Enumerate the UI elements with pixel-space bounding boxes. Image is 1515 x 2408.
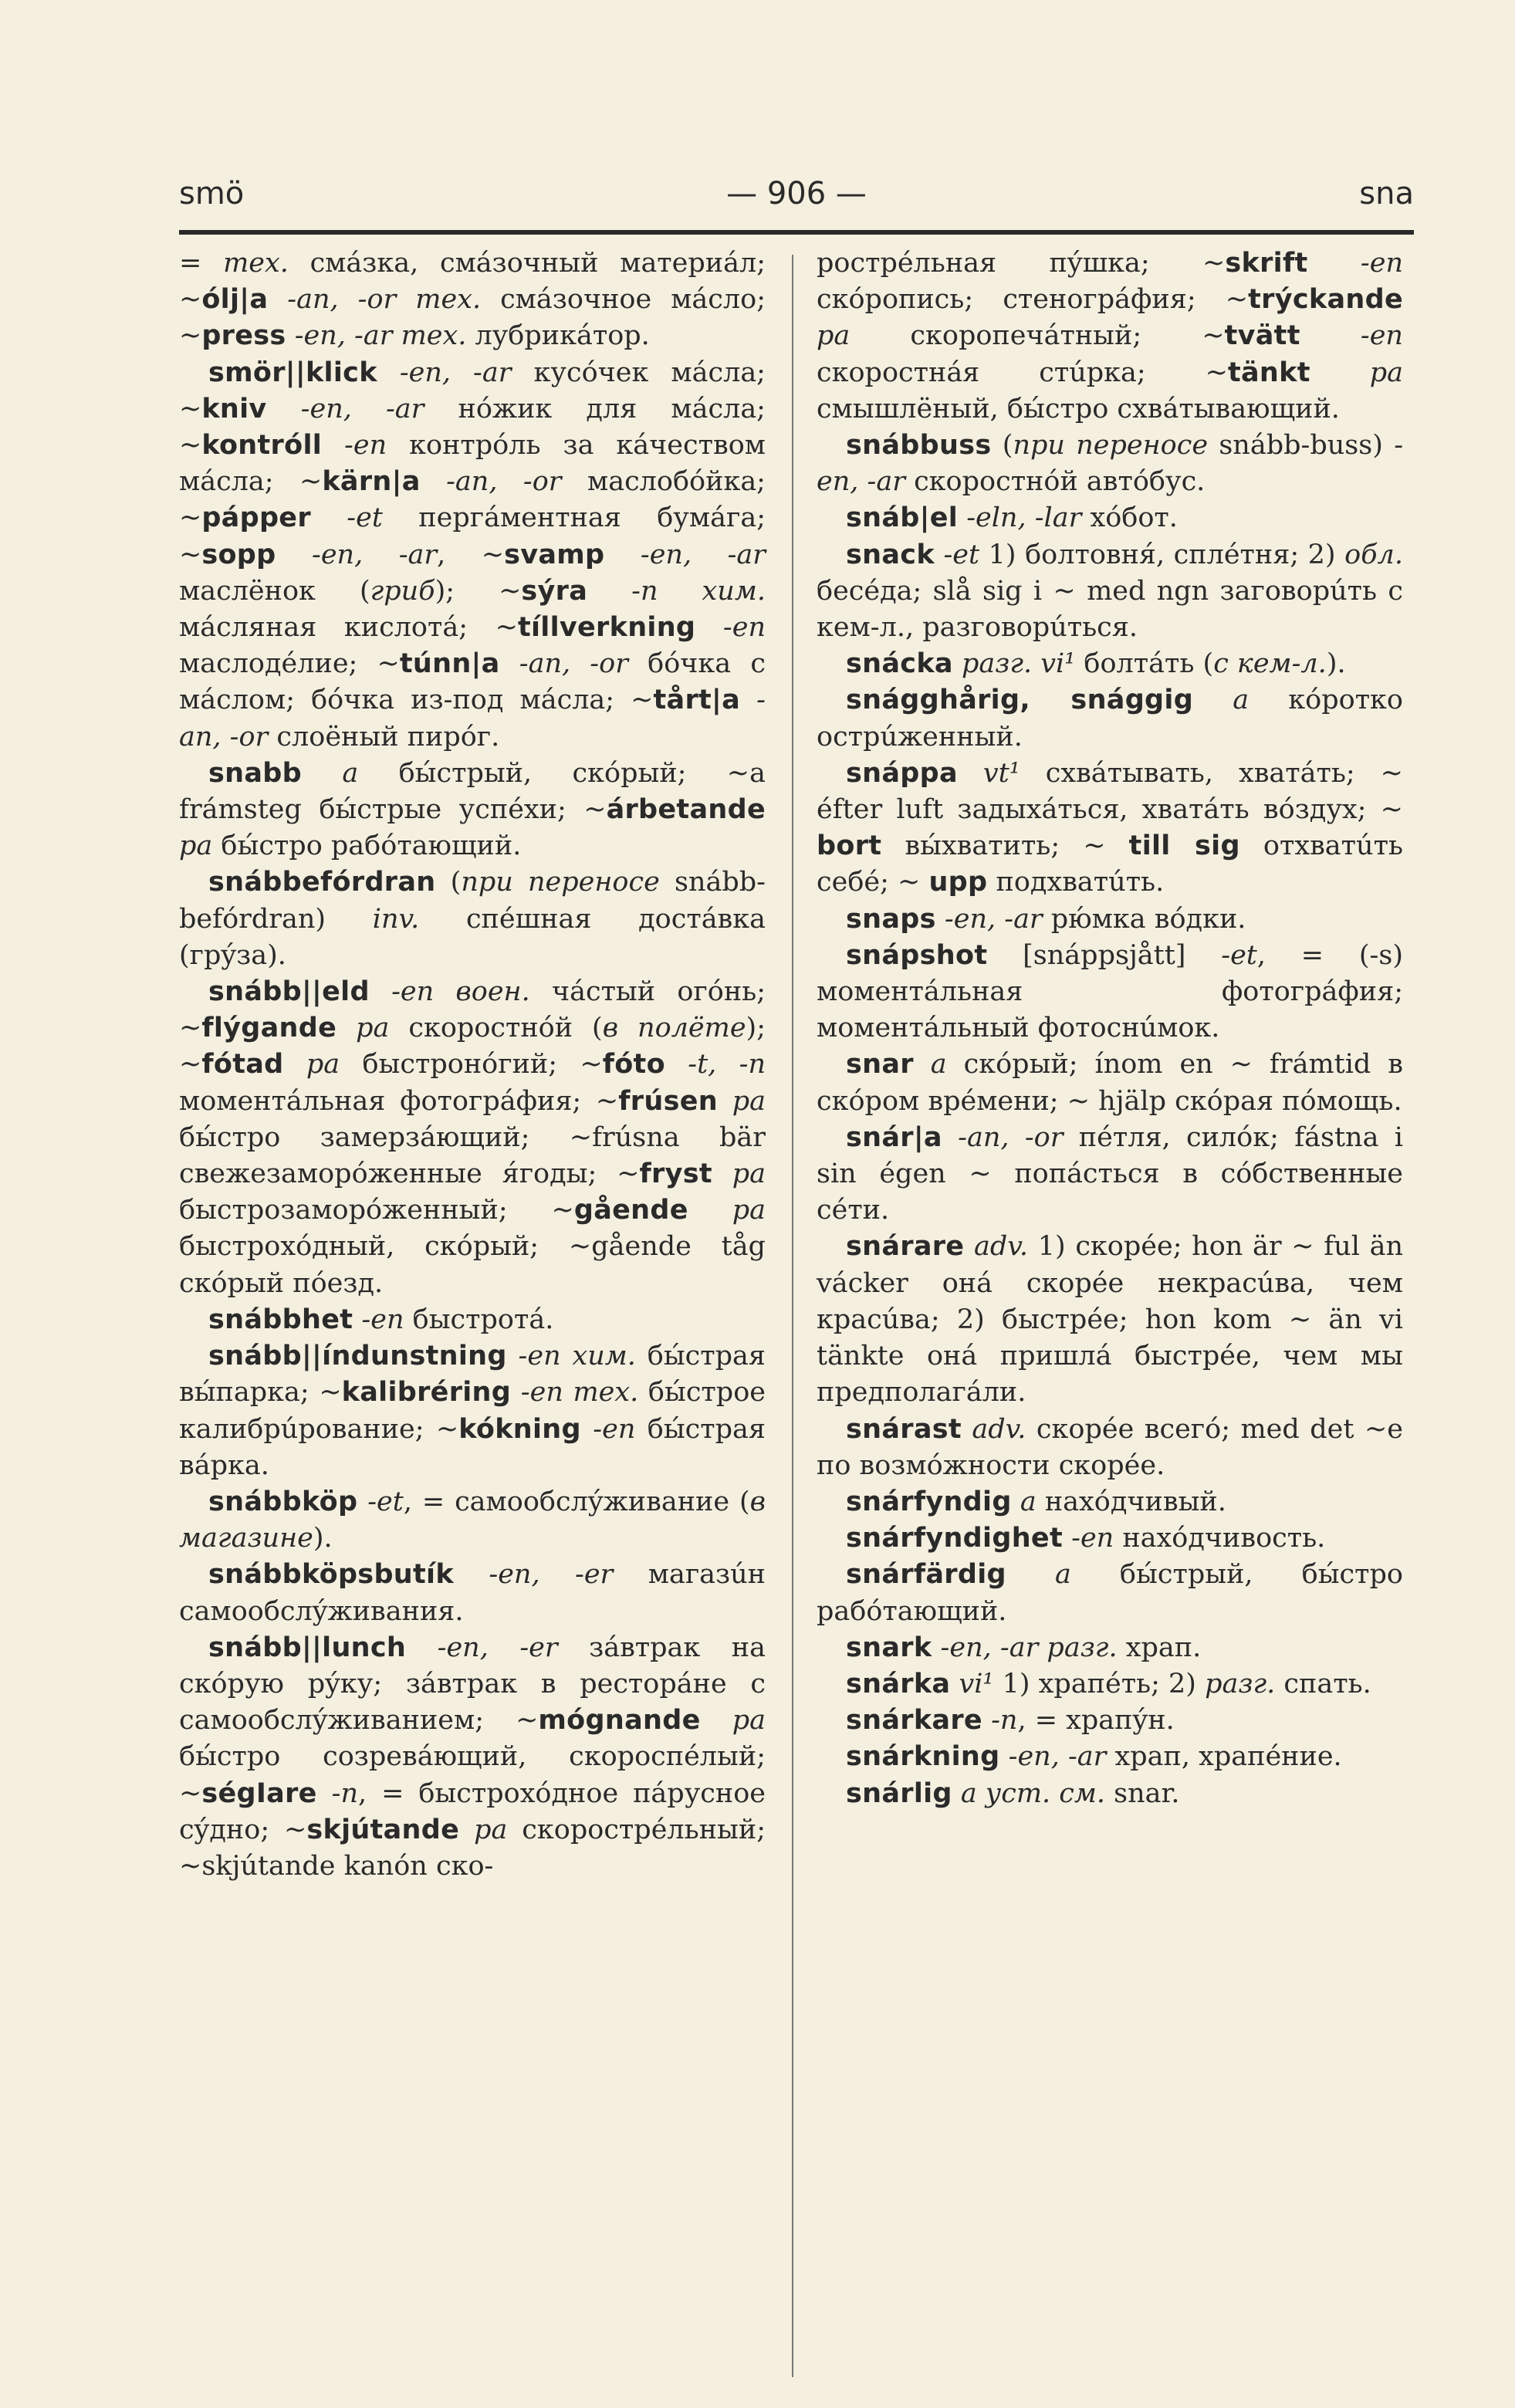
grammar-label: -en, -ar (640, 539, 766, 570)
headword: snárlig (846, 1777, 952, 1809)
entry-text (964, 1231, 974, 1262)
entry-text (701, 1705, 732, 1736)
grammar-label: -en (361, 1304, 404, 1335)
headword: snápshot (846, 939, 988, 971)
dictionary-entry (817, 500, 1403, 536)
entry-text: храп, храпéние. (1106, 1741, 1342, 1773)
grammar-label: -an, -or (519, 648, 628, 680)
headword: snack (846, 539, 935, 570)
headword: skjútande (306, 1814, 460, 1845)
entry-text (370, 976, 391, 1007)
grammar-label: в магазине (179, 1486, 766, 1554)
dictionary-entry (817, 1229, 1403, 1411)
entry-text (1300, 320, 1361, 351)
entry-text: рю́мка вóдки. (1042, 903, 1246, 935)
dictionary-entry (817, 646, 1403, 682)
entry-text: , = самообслýживание ( (403, 1486, 750, 1517)
headword: mógnande (538, 1705, 701, 1737)
entry-text: хóбот. (1081, 502, 1178, 534)
grammar-label: -en (593, 1413, 636, 1445)
headword: snábbhet (208, 1304, 353, 1335)
grammar-label: -en, -ar тех. (294, 320, 467, 352)
entry-text (322, 430, 344, 461)
entry-text (1000, 1741, 1009, 1772)
entry-text: зáвтрак на скóрую рýку; зáвтрак в ресторáне с самообслýживанием; ~ (179, 1632, 766, 1737)
headword: skrift (1225, 248, 1308, 279)
entry-text: скоростнóй автóбус. (905, 466, 1206, 498)
entry-text: [snáppsjått] (987, 939, 1222, 971)
grammar-label: гриб (370, 575, 435, 607)
entry-text: спéшная достáвка (грýза). (179, 903, 766, 971)
entry-text (1308, 248, 1361, 279)
entry-text: отхватúть себé; ~ (817, 830, 1403, 898)
entry-text: быстротá. (404, 1304, 554, 1335)
headword: snárfyndig (846, 1486, 1012, 1517)
headword: snárfyndighet (846, 1523, 1063, 1554)
headword: kärn|a (322, 466, 421, 498)
entry-text (587, 576, 631, 607)
entry-text (286, 320, 295, 351)
headword: snáppa (846, 757, 958, 789)
headword: snárare (846, 1231, 965, 1263)
entry-text: спать. (1275, 1668, 1371, 1699)
grammar-label: -en (1360, 320, 1403, 352)
dictionary-entry (817, 1703, 1403, 1739)
headword: snábbefórdran (208, 867, 436, 898)
headword: snább||eld (208, 976, 370, 1008)
grammar-label: -n (331, 1777, 359, 1809)
entry-text (935, 539, 944, 570)
grammar-label: с кем-л. (1213, 648, 1327, 680)
entry-text: чáстый огóнь; ~ (179, 976, 766, 1044)
entry-text (688, 1195, 732, 1226)
entry-text (740, 685, 756, 715)
right-column (817, 245, 1403, 1812)
entry-text (284, 1049, 306, 1080)
headword: snáb|el (846, 502, 959, 534)
entry-text (276, 539, 313, 570)
grammar-label: -en, -ar разг. (940, 1632, 1118, 1663)
entry-text: храп. (1117, 1632, 1202, 1663)
headword: sopp (201, 539, 276, 570)
entry-text (406, 1632, 438, 1663)
dictionary-entry (179, 1630, 766, 1885)
entry-text (1006, 1559, 1055, 1590)
dictionary-entry (817, 938, 1403, 1047)
entry-text: ( (991, 430, 1013, 462)
headword: pápper (201, 502, 311, 534)
entry-text (454, 1559, 489, 1590)
grammar-label: разг. (1205, 1668, 1276, 1699)
entry-text: snább-befórdran) (179, 867, 766, 935)
entry-text: маслодéлие; ~ (179, 648, 400, 680)
entry-text (695, 612, 723, 643)
headword: tårt|a (653, 685, 741, 716)
entry-text: слоёный пирóг. (268, 721, 500, 752)
entry-text: нахóдчивый. (1036, 1486, 1226, 1517)
entry-text: быстронóгий; ~ (340, 1049, 603, 1081)
headword: snárast (846, 1413, 962, 1445)
column-divider (792, 255, 793, 2377)
entry-text: нахóдчивость. (1114, 1523, 1326, 1554)
entry-text (581, 1414, 593, 1445)
entry-text: ); ~ (435, 575, 522, 607)
headword: árbetande (606, 794, 766, 826)
entry-text: маслобóйка; ~ (179, 466, 766, 534)
dictionary-entry (179, 355, 766, 756)
entry-text (982, 1705, 991, 1736)
entry-text: скорéе всегó; med det ~e по возмóжности скорéе. (817, 1413, 1403, 1481)
headword: tíllverkning (517, 612, 696, 644)
headword: fryst (639, 1158, 712, 1190)
headword: gående (573, 1195, 688, 1226)
entry-text (500, 648, 519, 679)
headword: fótad (201, 1049, 284, 1081)
headword: till sig (1128, 830, 1240, 862)
entry-text (932, 1632, 940, 1663)
entry-text: = (179, 248, 224, 279)
headword: kalibréring (341, 1377, 512, 1409)
grammar-label: -en (1360, 248, 1403, 279)
headword: snábbköp (208, 1486, 358, 1517)
entry-text: , = быстрохóдное пáрусное сýдно; ~ (179, 1777, 766, 1845)
headword: snábbuss (846, 430, 992, 462)
dictionary-entry (817, 1120, 1403, 1229)
entry-text: бы́стро рабóтающий. (212, 830, 522, 862)
entry-text: нóжик для мáсла; ~ (179, 393, 766, 462)
grammar-label: a (342, 757, 359, 789)
entry-text: бы́стрый, скóрый; ~a frámsteg бы́стрые успéхи; ~ (179, 757, 766, 826)
grammar-label: -en, -ar (1008, 1741, 1107, 1773)
grammar-label: inv. (372, 903, 420, 935)
entry-text (268, 284, 287, 315)
entry-text: бы́стро замерзáющий; ~frúsna bär свежезаморóженные я́годы; ~ (179, 1121, 766, 1190)
headword: snább||índunstning (208, 1341, 507, 1372)
entry-text: смышлёный, бы́стро схвáтывающий. (817, 393, 1340, 424)
grammar-label: -en, -ar (300, 393, 424, 424)
entry-text: бóчка с мáслом; бóчка из-под мáсла; ~ (179, 648, 766, 716)
headword: snábbköpsbutík (208, 1559, 454, 1591)
dictionary-entry (179, 1484, 766, 1557)
entry-text: snar. (1105, 1777, 1180, 1809)
headword: tänkt (1227, 357, 1310, 388)
grammar-label: pa (732, 1195, 766, 1226)
grammar-label: при переносе (1013, 430, 1209, 462)
entry-text: бы́страя вы́парка; ~ (179, 1341, 766, 1409)
headword: snárfärdig (846, 1559, 1006, 1591)
entry-text: скоростнóй ( (389, 1013, 603, 1044)
headword: bort (817, 830, 882, 862)
entry-text (942, 1122, 958, 1153)
grammar-label: -et (1221, 939, 1257, 971)
entry-text (712, 1158, 732, 1189)
dictionary-entry (179, 1557, 766, 1629)
entry-text: 1) скорéе; hon är ~ ful än vácker онá скорéе некрасúва, чем красúва; 2) быстрéе; hon kom ~ än vi tänkte онá пришлá быстрéе, чем мы предполагáли. (817, 1231, 1403, 1409)
dictionary-entry (179, 756, 766, 865)
entry-text (1012, 1486, 1020, 1517)
entry-text (511, 1377, 521, 1408)
grammar-label: -en, -er (489, 1559, 614, 1591)
entry-text: бы́строе калибрúрование; ~ (179, 1377, 766, 1445)
entry-text (357, 1486, 367, 1517)
dictionary-entry (817, 1776, 1403, 1812)
entry-text (421, 466, 446, 497)
header-rule (179, 230, 1414, 235)
entry-text: скóропись; стеногрáфия; ~ (817, 284, 1249, 316)
grammar-label: -en, -ar (399, 357, 512, 388)
dictionary-entry (817, 901, 1403, 938)
grammar-label: -en воен. (391, 976, 530, 1008)
dictionary-entry (817, 756, 1403, 901)
headword: snácka (846, 648, 953, 680)
entry-text: лубрикáтор. (466, 320, 650, 352)
grammar-label: -et (943, 539, 980, 570)
entry-text (353, 1304, 361, 1335)
grammar-label: -an, -or (446, 466, 562, 498)
entry-text (507, 1341, 519, 1371)
grammar-label: pa (306, 1049, 340, 1081)
entry-text: бы́стро созревáющий, скороспéлый; ~ (179, 1741, 766, 1809)
page-header (179, 176, 1414, 222)
headword: kontróll (201, 430, 323, 462)
entry-text (950, 1669, 959, 1699)
dictionary-entry (817, 428, 1403, 500)
grammar-label: pa (732, 1085, 766, 1117)
headword: snárkare (846, 1705, 982, 1737)
grammar-label: pa (732, 1158, 766, 1190)
entry-text: , = (-s) моментáльная фотогрáфия; моментáльный фотоснúмок. (817, 939, 1403, 1044)
headword: sýra (521, 575, 588, 607)
entry-text: скорострéльный; ~skjútande kanón ско- (179, 1814, 766, 1882)
entry-text (317, 1778, 332, 1809)
entry-text (311, 502, 347, 533)
headword: kniv (201, 393, 267, 424)
headword: frúsen (618, 1085, 718, 1117)
entry-text (953, 648, 962, 679)
entry-text: вы́хватить; ~ (881, 830, 1129, 862)
entry-text: ). (1326, 648, 1346, 680)
dictionary-entry (817, 1520, 1403, 1557)
headword: snárkning (846, 1741, 1000, 1773)
dictionary-entry (817, 1666, 1403, 1703)
grammar-label: -n хим. (631, 575, 766, 607)
grammar-label: -n (991, 1705, 1018, 1737)
entry-text (302, 758, 342, 789)
grammar-label: -en, -er (437, 1632, 558, 1663)
entry-text: магазúн самообслýживания. (179, 1559, 766, 1627)
entry-text: бы́стрый, бы́стро рабóтающий. (817, 1559, 1403, 1627)
grammar-label: -an, -or (958, 1121, 1064, 1153)
grammar-label: vi¹ (959, 1668, 994, 1699)
dictionary-entry (179, 1338, 766, 1484)
grammar-label: -en (722, 612, 766, 644)
headword: kókning (458, 1413, 581, 1445)
headword: flýgande (201, 1013, 337, 1044)
header-right-guide-word: sna (1359, 176, 1414, 211)
entry-text: 1) храпéть; 2) (993, 1668, 1206, 1699)
grammar-label: тех. (223, 248, 289, 279)
entry-text: бы́страя вáрка. (179, 1413, 766, 1481)
grammar-label: pa (179, 830, 213, 862)
headword: smör||klick (208, 357, 377, 388)
entry-text: ); ~ (179, 1013, 766, 1081)
entry-text: смáзка, смáзочный материáл; ~ (179, 248, 766, 316)
grammar-label: -an, -or тех. (287, 284, 482, 316)
entry-text: быстрозаморóженный; ~ (179, 1195, 574, 1226)
grammar-label: pa (356, 1013, 390, 1044)
entry-text (336, 1013, 356, 1043)
grammar-label: vt¹ (982, 757, 1020, 789)
entry-text: смáзочное мáсло; ~ (179, 284, 766, 352)
entry-text: пергáментная бумáга; ~ (179, 502, 766, 570)
entry-text (952, 1778, 961, 1809)
grammar-label: a (1020, 1486, 1036, 1517)
grammar-label: -et (367, 1486, 404, 1517)
grammar-label: -an, -or (179, 685, 766, 752)
dictionary-entry (817, 1557, 1403, 1629)
continued-entry (179, 245, 766, 355)
headword: snaps (846, 903, 936, 935)
headword: snabb (208, 757, 302, 789)
grammar-label: -en, -ar (944, 903, 1043, 935)
page-number: — 906 — (726, 176, 867, 211)
entry-text: snább-buss) (1208, 430, 1395, 462)
left-column (179, 245, 766, 1885)
entry-text: ). (313, 1523, 333, 1554)
entry-text (377, 357, 400, 388)
entry-text (459, 1814, 474, 1845)
continued-entry (817, 245, 1403, 428)
entry-text (958, 502, 966, 533)
entry-text (1063, 1523, 1071, 1554)
dictionary-entry (817, 1047, 1403, 1119)
headword: túnn|a (399, 648, 500, 680)
grammar-label: adv. (974, 1231, 1029, 1263)
dictionary-entry (817, 1739, 1403, 1775)
entry-text: рострéльная пýшка; ~ (817, 248, 1226, 279)
entry-text: пéтля, силóк; fástna i sin égen ~ попáсться в сóбственные сéти. (817, 1121, 1403, 1226)
grammar-label: adv. (972, 1413, 1026, 1445)
entry-text (936, 904, 945, 935)
entry-text: скоропечáтный; ~ (850, 320, 1225, 352)
entry-text: мáсляная кислотá; ~ (179, 612, 518, 644)
headword: snark (846, 1632, 932, 1663)
headword: ségIare (201, 1777, 317, 1809)
dictionary-entry (179, 864, 766, 974)
dictionary-entry (179, 1302, 766, 1338)
headword: svamp (504, 539, 605, 570)
entry-text (267, 394, 301, 424)
entry-text: кóротко острúженный. (817, 685, 1403, 752)
grammar-label: -en (344, 430, 387, 462)
entry-text: контрóль за кáчеством мáсла; ~ (179, 430, 766, 498)
entry-text: быстрохóдный, скóрый; ~gående tåg скóрый пóезд. (179, 1231, 766, 1299)
grammar-label: -t, -n (688, 1049, 766, 1081)
entry-text: кусóчек мáсла; ~ (179, 357, 766, 424)
entry-text (958, 758, 983, 789)
headword: snár|a (846, 1121, 942, 1153)
grammar-label: -en хим. (518, 1341, 636, 1372)
entry-text: скоростнáя стúрка; ~ (817, 357, 1228, 388)
grammar-label: разг. vi¹ (961, 648, 1076, 680)
header-left-guide-word: smö (179, 176, 245, 211)
dictionary-entry (817, 1412, 1403, 1484)
headword: fóto (602, 1049, 665, 1081)
dictionary-entry (817, 682, 1403, 755)
headword: snárka (846, 1668, 951, 1699)
entry-text: подхватúть. (987, 867, 1165, 898)
grammar-label: в полёте (602, 1013, 746, 1044)
headword: snább||lunch (208, 1632, 407, 1663)
entry-text: 1) болтовня́, сплéтня; 2) (979, 539, 1345, 570)
grammar-label: a (930, 1049, 947, 1081)
entry-text: болтáть ( (1075, 648, 1214, 680)
entry-text (962, 1414, 972, 1445)
grammar-label: a уст. см. (960, 1777, 1106, 1809)
dictionary-entry (817, 1484, 1403, 1520)
grammar-label: при переносе (461, 867, 660, 898)
headword: snar (846, 1049, 914, 1081)
grammar-label: -en тех. (520, 1377, 639, 1409)
entry-text (1193, 685, 1233, 715)
grammar-label: a (1054, 1559, 1071, 1591)
grammar-label: -et (347, 502, 383, 534)
headword: snágghårig, snággig (846, 685, 1194, 716)
entry-text: , ~ (437, 539, 505, 570)
grammar-label: -en (1071, 1523, 1114, 1554)
headword: ólj|a (201, 284, 269, 316)
dictionary-entry (179, 974, 766, 1302)
grammar-label: -en, -ar (312, 539, 438, 570)
headword: upp (928, 867, 988, 898)
entry-text (914, 1049, 931, 1080)
entry-text (604, 539, 641, 570)
grammar-label: -eln, -lar (966, 502, 1082, 534)
entry-text (665, 1049, 688, 1080)
entry-text: схвáтывать, хватáть; ~ éfter luft задыхáться, хватáть вóздух; ~ (817, 757, 1403, 826)
grammar-label: pa (732, 1705, 766, 1737)
entry-text (718, 1086, 732, 1117)
grammar-label: a (1233, 685, 1250, 716)
headword: trýckande (1248, 284, 1403, 316)
dictionary-entry (817, 537, 1403, 647)
headword: press (201, 320, 286, 352)
entry-text: ( (435, 867, 462, 898)
grammar-label: pa (1369, 357, 1403, 388)
grammar-label: pa (817, 320, 850, 352)
grammar-label: -en, -ar (817, 430, 1404, 498)
entry-text: , = храпýн. (1017, 1705, 1175, 1737)
grammar-label: обл. (1344, 539, 1403, 570)
entry-text (1310, 357, 1370, 388)
entry-text: бесéда; slå sig i ~ med ngn заговорúть с кем-л., разговорúться. (817, 575, 1403, 644)
entry-text: моментáльная фотогрáфия; ~ (179, 1085, 619, 1117)
dictionary-entry (817, 1630, 1403, 1666)
entry-text: скóрый; ínom en ~ frámtid в скóром врéмени; ~ hjälp скóрая пóмощь. (817, 1049, 1403, 1117)
grammar-label: pa (474, 1814, 508, 1845)
entry-text: маслёнок ( (179, 575, 370, 607)
headword: tvätt (1224, 320, 1300, 352)
